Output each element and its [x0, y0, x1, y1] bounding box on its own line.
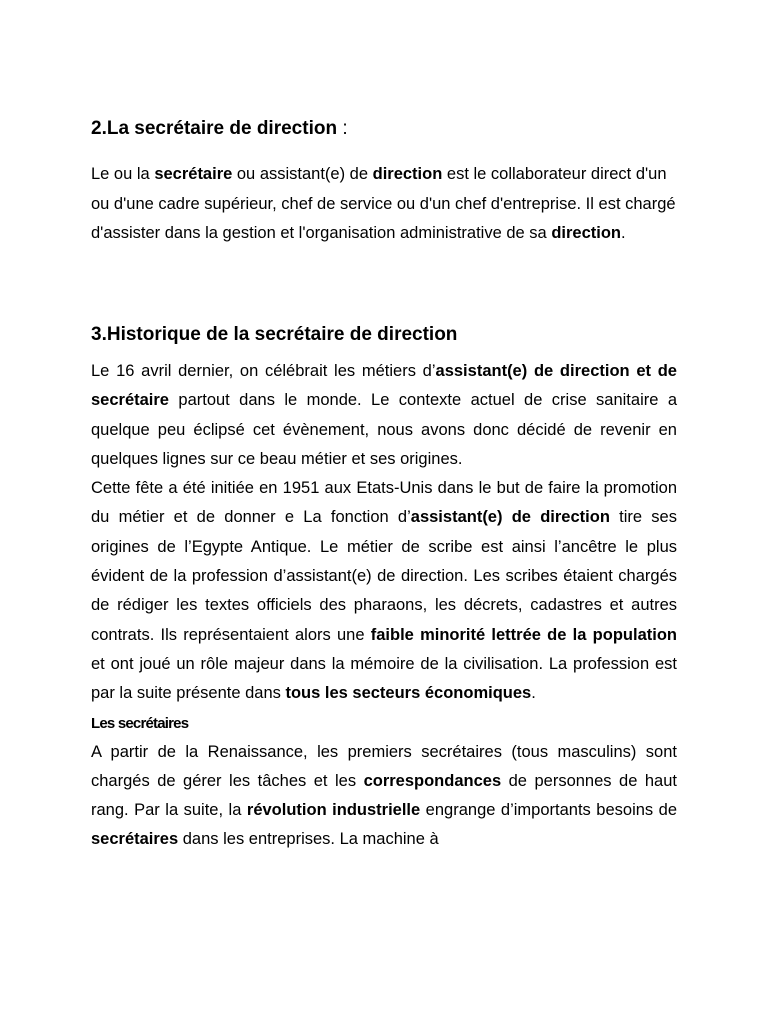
section-2-title-suffix: : [337, 118, 348, 139]
section-2-intro-paragraph [91, 160, 677, 249]
section-2-heading [91, 118, 677, 140]
intro-text-3: est le collaborateur direct d'un ou d'une cadre supérieur, chef de service ou d'un chef d'entreprise. Il est chargé d'assister dans la gestion et l'organisation administrative de sa [91, 165, 676, 242]
p3-text-4: dans les entreprises. La machine à [178, 830, 439, 849]
p2-bold-3: tous les secteurs économiques [285, 684, 532, 703]
p3-bold-1: correspondances [363, 771, 502, 790]
p1-text-1: Le 16 avril dernier, on célébrait les métiers d’ [91, 362, 436, 380]
p2-bold-2: faible minorité lettrée de la population [370, 625, 677, 644]
p3-text-1: A partir de la Renaissance, les premiers secrétaires (tous masculins) sont chargés de gérer les tâches et les [91, 742, 677, 790]
p2-text-3: et ont joué un rôle majeur dans la mémoire de la civilisation. La profession est par la suite présente dans [91, 654, 677, 703]
intro-bold-3: direction [551, 224, 621, 242]
p2-text-2: tire ses origines de l’Egypte Antique. Le métier de scribe est ainsi l’ancêtre le plus évident de la profession d’assistant(e) de direction. Les scribes étaient chargés de rédiger les textes officiels des pharaons, les décrets, cadastres et autres contrats. Ils représentaient alors une [91, 508, 677, 644]
section-3-paragraph-1 [91, 357, 677, 474]
p1-bold-1: assistant(e) de direction et de secrétaire [91, 362, 677, 410]
intro-bold-1: secrétaire [154, 165, 233, 183]
p3-text-3: engrange d’importants besoins de [420, 801, 678, 820]
subheading-les-secretaires: Les secrétaires [91, 714, 189, 732]
p2-bold-1: assistant(e) de direction [410, 508, 610, 527]
section-3-body [91, 357, 677, 855]
p2-text-4: . [531, 684, 536, 703]
p3-bold-3: secrétaires [91, 830, 179, 849]
intro-text-4: . [621, 224, 626, 242]
p3-bold-2: révolution industrielle [246, 801, 421, 820]
intro-text-1: Le ou la [91, 165, 155, 183]
intro-text-2: ou assistant(e) de [232, 165, 373, 183]
section-3-paragraph-2 [91, 474, 677, 708]
intro-bold-2: direction [372, 165, 443, 183]
section-3-heading: 3.Historique de la secrétaire de direction [91, 324, 458, 345]
p1-text-2: partout dans le monde. Le contexte actuel de crise sanitaire a quelque peu éclipsé cet évènement, nous avons donc décidé de revenir en quelques lignes sur ce beau métier et ses origines. [91, 391, 677, 468]
section-3-paragraph-3 [91, 738, 677, 855]
p3-text-2: de personnes de haut rang. Par la suite, la [91, 771, 677, 820]
p2-text-1: Cette fête a été initiée en 1951 aux Etats-Unis dans le but de faire la promotion du métier et de donner e La fonction d’ [91, 479, 677, 527]
section-2-title: 2.La secrétaire de direction [91, 118, 338, 139]
